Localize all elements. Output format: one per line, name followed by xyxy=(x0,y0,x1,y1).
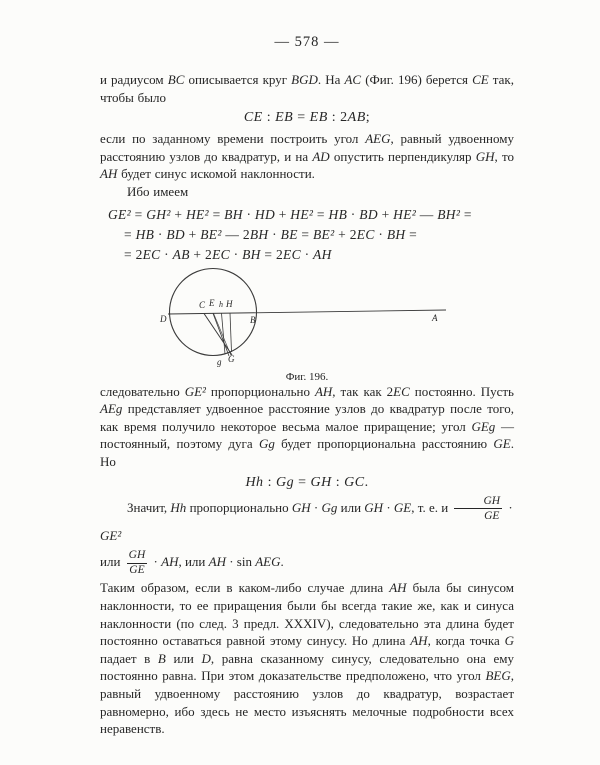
fraction-gh-over-ge-2 xyxy=(127,549,148,577)
fraction-numerator: GH xyxy=(127,549,148,564)
figure-label-g: g xyxy=(217,356,222,367)
figure-label-B: B xyxy=(250,314,256,325)
figure-perpendicular-HG xyxy=(230,313,232,352)
figure-axis-line xyxy=(168,310,446,314)
figure-196-drawing xyxy=(100,267,514,367)
page-number: — 578 — xyxy=(274,34,340,50)
figure-chord-Eg xyxy=(213,313,229,356)
equation-derivation xyxy=(108,205,514,265)
page-content xyxy=(100,34,514,738)
equation-derivation-line-3: = 2EC · AB + 2EC · BH = 2EC · AH xyxy=(124,246,332,262)
figure-label-E: E xyxy=(209,297,215,308)
fraction-denominator: GE xyxy=(484,509,500,522)
figure-label-D: D xyxy=(160,313,167,324)
equation-proportion: CE : EB = EB : 2AB; xyxy=(243,110,371,126)
paragraph-4-text-d: · AH, или AH · sin AEG. xyxy=(153,554,284,570)
paragraph-4-line-2 xyxy=(100,549,514,577)
paragraph-5: Таким образом, если в каком-либо случае длина AH была бы синусом наклонности, то ее приращения были бы всегда такие же, как и синуса наклонности (по след. 3 предл. XXXIV), следовательно эта длина будет постоянно оставаться равной этому синусу. Но длина AH, когда точка G падает в B или D, равна сказанному синусу, следовательно она ему постоянно равна. При этом доказательстве предположено, что угол BEG, равный удвоенному расстоянию узлов до квадратур, возрастает равномерно, ибо здесь не место изъяснять мелочные подробности всех неравенств. xyxy=(100,580,515,737)
figure-label-C: C xyxy=(199,299,206,310)
fraction-denominator: GE xyxy=(129,564,145,577)
paragraph-4-line-1 xyxy=(100,495,514,549)
paragraph-3: следовательно GE² пропорционально AH, так как 2EC постоянно. Пусть AEg представляет удвоенное расстояние узлов до квадратур после того, как время получило некоторое весьма малое приращение; угол GEg — постоянный, поэтому дуга Gg будет пропорциональна расстоянию GE. Но xyxy=(100,383,514,469)
paragraph-4-text-b: · GE² xyxy=(100,499,513,543)
figure-caption: Фиг. 196. xyxy=(285,370,329,383)
paragraph-2-lead: Ибо имеем xyxy=(127,183,189,199)
paragraph-4-text-c: или xyxy=(100,554,121,570)
figure-label-h: h xyxy=(219,299,223,309)
equation-derivation-line-1: GE² = GH² + HE² = BH · HD + HE² = HB · BD + HE² — BH² = xyxy=(108,206,472,222)
equation-ratio: Hh : Gg = GH : GC. xyxy=(245,474,369,490)
paragraph-4 xyxy=(100,495,514,578)
figure-label-A: A xyxy=(432,312,438,323)
paragraph-4-text-a: Значит, Hh пропорционально GH · Gg или GH · GE, т. е. и xyxy=(127,499,449,515)
figure-chord-CG xyxy=(204,313,232,355)
figure-circle xyxy=(170,268,257,355)
paragraph-1: и радиусом BC описывается круг BGD. На AC (Фиг. 196) берется CE так, чтобы было xyxy=(100,72,514,105)
fraction-gh-over-ge-1 xyxy=(454,495,502,523)
figure-label-G: G xyxy=(228,353,235,364)
figure-label-H: H xyxy=(226,298,233,309)
fraction-numerator: GH xyxy=(454,495,502,510)
paragraph-2: если по заданному времени построить угол AEG, равный удвоенному расстоянию узлов до квадратур, и на AD опустить перпендикуляр GH, то AH будет синус искомой наклонности. xyxy=(100,131,514,182)
figure-196 xyxy=(100,267,514,383)
equation-derivation-line-2: = HB · BD + BE² — 2BH · BE = BE² + 2EC · BH = xyxy=(124,226,418,242)
